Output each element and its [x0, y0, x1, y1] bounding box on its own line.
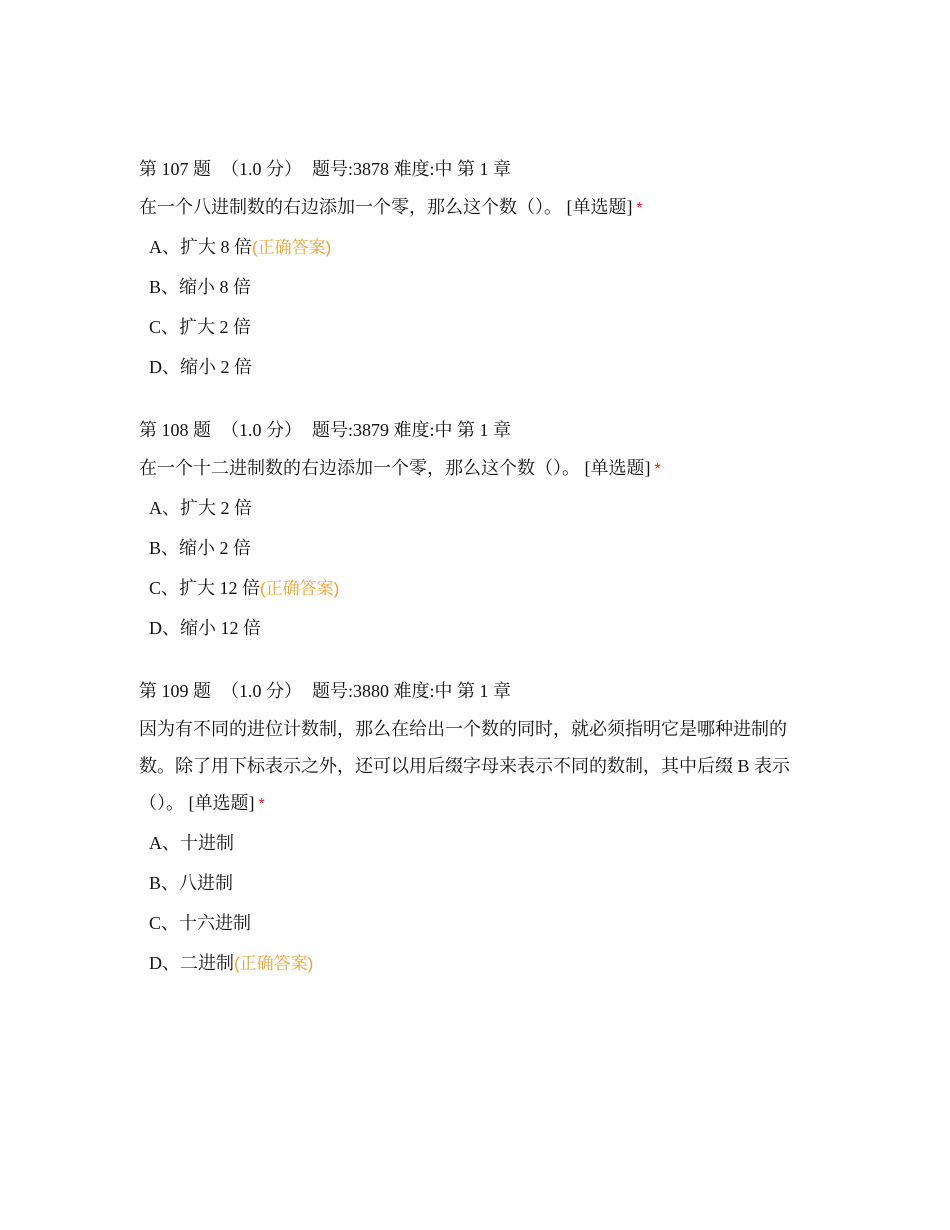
option-b[interactable]	[149, 869, 819, 897]
question-score: （1.0 分）	[221, 681, 302, 701]
question-header	[139, 416, 819, 444]
correct-answer-mark: (正确答案)	[252, 238, 332, 257]
option-label: B、八进制	[149, 873, 234, 893]
options-list	[139, 494, 819, 642]
question-meta: 题号:3879 难度:中 第 1 章	[312, 420, 512, 440]
question-score: （1.0 分）	[221, 420, 302, 440]
option-label: A、扩大 8 倍	[149, 237, 252, 257]
option-label: D、二进制	[149, 953, 234, 973]
option-label: C、扩大 12 倍	[149, 578, 261, 598]
question-text: 因为有不同的进位计数制，那么在给出一个数的同时，就必须指明它是哪种进制的数。除了用下标表示之外，还可以用后缀字母来表示不同的数制，其中后缀 B 表示（）。	[139, 719, 791, 813]
required-mark: *	[636, 200, 643, 217]
question-text-block	[139, 450, 819, 488]
question-107	[139, 155, 819, 381]
option-a[interactable]	[149, 829, 819, 857]
required-mark: *	[654, 461, 661, 478]
question-text: 在一个八进制数的右边添加一个零，那么这个数（）。	[139, 197, 562, 217]
question-number: 第 107 题	[139, 159, 211, 179]
required-mark: *	[258, 796, 265, 813]
option-d[interactable]	[149, 353, 819, 381]
option-label: A、十进制	[149, 833, 234, 853]
option-b[interactable]	[149, 273, 819, 301]
option-label: C、扩大 2 倍	[149, 317, 252, 337]
question-108	[139, 416, 819, 642]
options-list	[139, 233, 819, 381]
question-meta: 题号:3878 难度:中 第 1 章	[312, 159, 512, 179]
question-109	[139, 677, 819, 977]
question-text: 在一个十二进制数的右边添加一个零，那么这个数（）。	[139, 458, 580, 478]
question-score: （1.0 分）	[221, 159, 302, 179]
option-label: D、缩小 2 倍	[149, 357, 252, 377]
question-meta: 题号:3880 难度:中 第 1 章	[312, 681, 512, 701]
option-c[interactable]	[149, 909, 819, 937]
question-number: 第 109 题	[139, 681, 211, 701]
question-type-tag: [单选题]	[188, 793, 255, 813]
option-d[interactable]	[149, 949, 819, 977]
question-type-tag: [单选题]	[566, 197, 633, 217]
question-text-block	[139, 711, 819, 823]
question-type-tag: [单选题]	[584, 458, 651, 478]
option-c[interactable]	[149, 313, 819, 341]
correct-answer-mark: (正确答案)	[260, 579, 340, 598]
question-number: 第 108 题	[139, 420, 211, 440]
options-list	[139, 829, 819, 977]
question-header	[139, 155, 819, 183]
option-d[interactable]	[149, 614, 819, 642]
option-label: C、十六进制	[149, 913, 252, 933]
option-label: D、缩小 12 倍	[149, 618, 261, 638]
option-label: B、缩小 2 倍	[149, 538, 252, 558]
option-b[interactable]	[149, 534, 819, 562]
option-a[interactable]	[149, 233, 819, 261]
question-text-block	[139, 189, 819, 227]
option-a[interactable]	[149, 494, 819, 522]
correct-answer-mark: (正确答案)	[234, 954, 314, 973]
question-header	[139, 677, 819, 705]
option-label: A、扩大 2 倍	[149, 498, 252, 518]
option-label: B、缩小 8 倍	[149, 277, 252, 297]
question-list	[139, 155, 819, 1012]
option-c[interactable]	[149, 574, 819, 602]
